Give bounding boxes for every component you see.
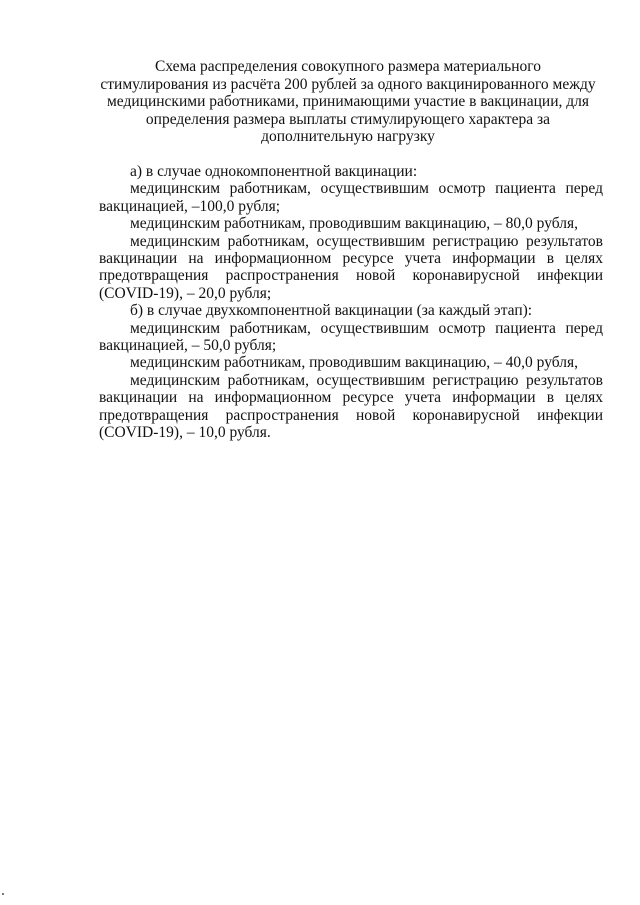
section-a-vaccination-item: медицинским работникам, проводившим вакцинацию, – 80,0 рубля, [130, 215, 578, 233]
title-line: определения размера выплаты стимулирующего характера за [145, 110, 551, 128]
section-b-exam-item: медицинским работникам, осуществившим осмотр пациента перед вакцинацией, – 50,0 рубля; [99, 319, 603, 355]
scan-artifact [2, 893, 4, 895]
title-line: медицинскими работниками, принимающими участие в вакцинации, для [107, 93, 589, 110]
title-line: стимулирования из расчёта 200 рублей за одного вакцинированного между [100, 75, 596, 93]
section-b-vaccination-item: медицинским работникам, проводившим вакцинацию, – 40,0 рубля, [130, 354, 578, 372]
section-b-heading: б) в случае двухкомпонентной вакцинации (за каждый этап): [130, 302, 533, 320]
title-line: дополнительную нагрузку [261, 128, 435, 145]
section-a-registration-item: медицинским работникам, осуществившим регистрацию результатов вакцинации на информационном ресурсе учета информации в целях предотвращения распространения новой коронавирусной инфекции (COVID-19), – 20,0 рубля; [99, 232, 603, 302]
document-title [88, 58, 608, 146]
section-a-exam-item: медицинским работникам, осуществившим осмотр пациента перед вакцинацией, –100,0 рубля; [99, 180, 603, 215]
section-a-heading: а) в случае однокомпонентной вакцинации: [130, 163, 418, 180]
section-b-registration-item: медицинским работникам, осуществившим регистрацию результатов вакцинации на информационном ресурсе учета информации в целях предотвращения распространения новой коронавирусной инфекции (COVID-19), – 10,0 рубля. [99, 371, 603, 442]
document-body [99, 163, 603, 442]
title-line: Схема распределения совокупного размера материального [154, 58, 542, 75]
